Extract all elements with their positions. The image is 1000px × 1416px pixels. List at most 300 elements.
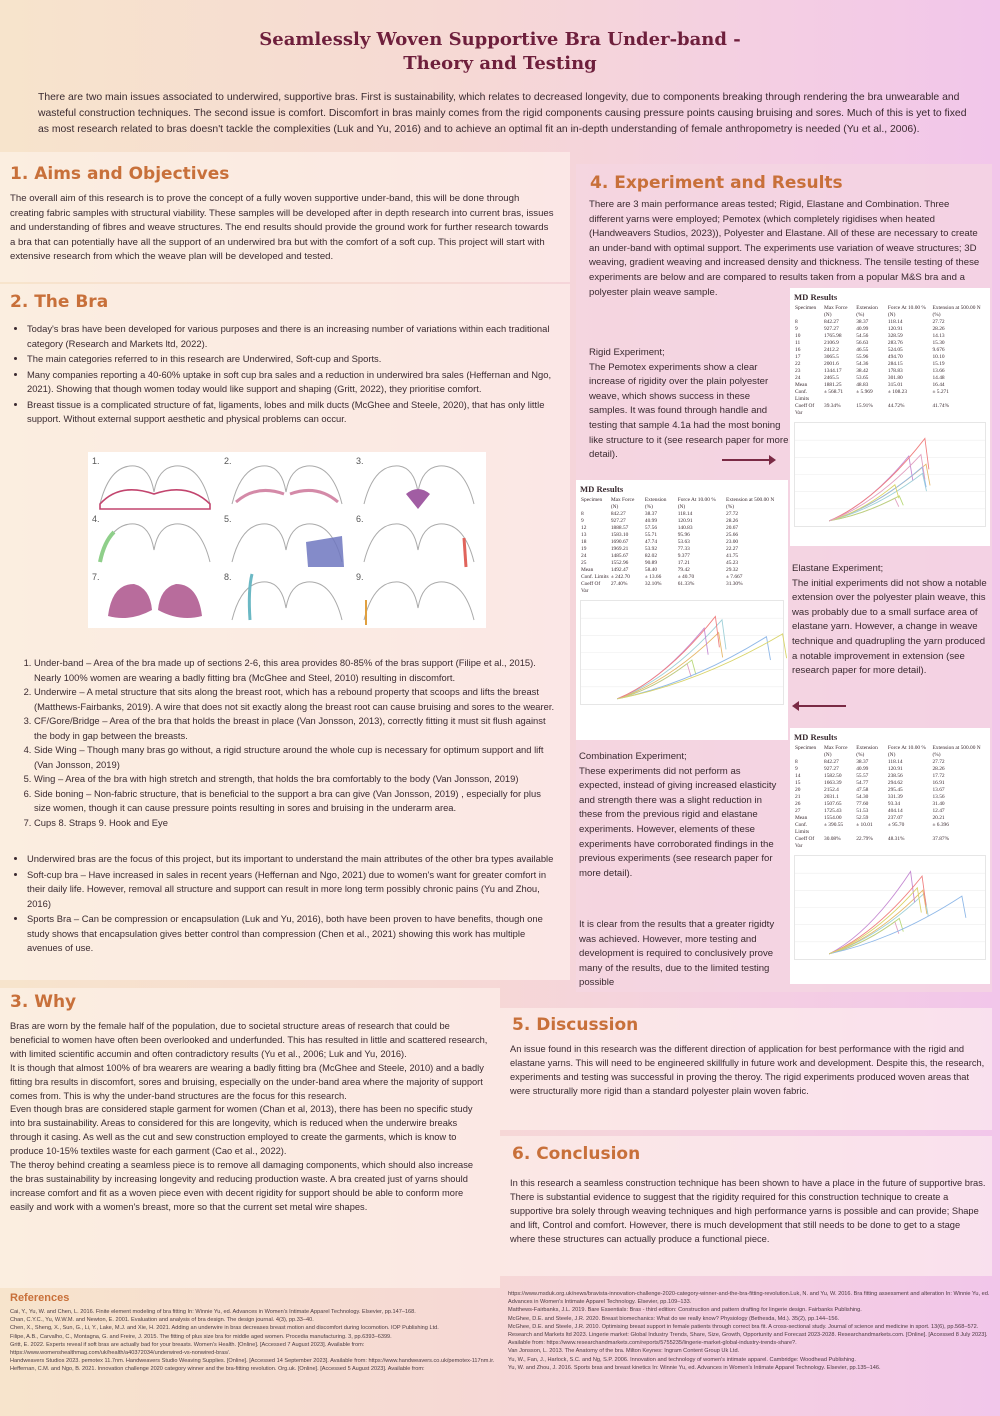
table-header-cell: Force At 10.00 % (N) <box>887 305 926 318</box>
table-cell: Coeff Of Var <box>795 836 815 849</box>
table-cell: 45.23 <box>726 560 739 566</box>
results-panel-elastane <box>576 480 788 740</box>
table-cell: 295.45 <box>887 787 903 793</box>
table-cell: 31.40 <box>932 801 945 807</box>
bra-diagram-underband <box>90 454 220 511</box>
table-header-cell: Max Force (N) <box>610 497 635 510</box>
table-cell: 15 <box>795 780 801 786</box>
diagram-label: 3. <box>356 456 364 466</box>
table-row <box>794 773 986 780</box>
bra-diagram-underwire <box>222 454 352 511</box>
table-row <box>794 822 986 836</box>
table-cell: 40.99 <box>856 326 869 332</box>
title-line-1: Seamlessly Woven Supportive Bra Under-band - <box>259 29 741 50</box>
bra-diagram-gore <box>354 454 484 511</box>
table-cell: 18 <box>581 539 587 545</box>
table-cell: 41.74% <box>932 403 950 409</box>
results-table <box>580 497 784 595</box>
list-item: 1. Under-band – Area of the bra made up of sections 2-6, this area provides 80-85% of the bras support (Filipe et al., 2015). Nearly 100% women are wearing a badly fitting bra (McGhee and Steel, 2010) resulting in discomfort. <box>34 656 560 685</box>
table-cell: 927.27 <box>824 326 839 332</box>
table-cell: 1765.98 <box>824 333 842 339</box>
table-row <box>794 340 986 347</box>
table-cell: 46.55 <box>856 347 869 353</box>
experiment-intro: There are 3 main performance areas tested; Rigid, Elastane and Combination. Three different yarns were employed; Pemotex (which completely rigidises when heated (Handweavers Studios, 2023)), Polyester and Elastane. All of these are necessary to create an under-band with optimal support. The experiments use variation of weave structures; 3D weaving, gradient weaving and increased density and thickness. The tensile testing of these experiments are below and are compared to results taken from a popular M&S bra and a polyester plain weave sample. <box>589 199 980 298</box>
table-cell: 1507.65 <box>824 801 842 807</box>
table-cell: ± 7.667 <box>726 574 743 580</box>
table-cell: 93.34 <box>887 801 901 807</box>
tensile-curve <box>617 628 708 699</box>
table-cell: 14 <box>795 773 801 779</box>
table-cell: 301.80 <box>887 375 903 381</box>
table-cell: 1344.17 <box>824 368 842 374</box>
tensile-curve <box>829 888 921 954</box>
table-cell: 20 <box>795 787 801 793</box>
table-cell: 38.37 <box>856 319 869 325</box>
table-cell: 24 <box>581 553 587 559</box>
list-item: 3. CF/Gore/Bridge – Area of the bra that holds the breast in place (Van Jonsson, 2013), correctly fitting it must sit flush against the body in gap between the breasts. <box>34 714 560 743</box>
table-row <box>580 525 784 532</box>
table-header-cell: Specimen <box>795 745 817 751</box>
tensile-curve <box>829 890 927 954</box>
table-row <box>794 815 986 822</box>
table-cell: 11 <box>795 340 801 346</box>
table-header-cell: Max Force (N) <box>824 745 848 758</box>
table-cell: 39.34% <box>824 403 841 409</box>
tensile-graph <box>794 422 986 527</box>
table-cell: 404.14 <box>887 808 903 814</box>
table-cell: 1554.00 <box>824 815 842 821</box>
table-cell: 2152.4 <box>824 787 839 793</box>
table-header-cell: Extension at 500.00 N (%) <box>932 745 981 758</box>
table-row <box>580 532 784 539</box>
table-cell: 13.56 <box>932 794 945 800</box>
table-cell: 25.66 <box>726 532 739 538</box>
table-cell: 927.27 <box>610 518 626 524</box>
table-row <box>580 574 784 581</box>
table-cell: 140.83 <box>677 525 693 531</box>
references-left: Cai, Y., Yu, W. and Chen, L. 2016. Finite element modeling of bra fitting In: Winnie Yu, ed. Advances in Women's Intimate Apparel Technology. Elsevier, pp.147–168. Chan, C.Y.C., Yu, W.W.M. and Newton, E. 2001. Evaluation and analysis of bra design. The design journal. 4(3), pp.33–40. Chen, X., Sheng, X., Sun, G., Li, Y., Lake, M.J. and Xie, H. 2021. Adding an underwire in bras decreases breast motion and discomfort during locomotion. IOP Publishing Ltd. Filipe, A.B., Carvalho, C., Montagna, G. and Freire, J. 2015. The fitting of plus size bra for middle aged women. Procedia manufacturing. 3, pp.6393–6399. Gritt, E. 2022. Experts reveal if soft bras are actually bad for your breasts. Women's Health. [Online]. [Accessed 7 August 2023]. Available from: https://www.womenshealthmag.com/uk/health/a40372034/underwired-vs-nonwired-bras/. Handweavers Studios 2023. pemotex 11.7nm. Handweavers Studio Weaving Supplies. [Online]. [Accessed 14 September 2023]. Available from: https://www.handweavers.co.uk/pemotex-117nm.ir. Heffernan, C.M. and Ngo, B. 2021. Innovation challenge 2020 category winner and the bra-fitting revolution. Org.uk. [Online]. [Accessed 5 August 2023]. Available from: <box>10 1309 495 1373</box>
table-cell: 16.44 <box>932 382 945 388</box>
table-row <box>580 518 784 525</box>
table-cell: 48.31% <box>887 836 905 842</box>
table-row <box>794 759 986 766</box>
table-cell: 38.37 <box>856 759 869 765</box>
diagram-label: 4. <box>92 514 100 524</box>
table-cell: 37.87% <box>932 836 950 842</box>
bra-parts-list <box>18 656 560 830</box>
table-row <box>794 766 986 773</box>
section-6-heading: 6. Conclusion <box>512 1144 641 1164</box>
table-cell: 17 <box>795 354 801 360</box>
table-cell: 1583.10 <box>610 532 629 538</box>
table-cell: 48.83 <box>856 382 869 388</box>
table-cell: 28.26 <box>932 766 945 772</box>
table-cell: 58.40 <box>644 567 658 573</box>
table-cell: 47.58 <box>856 787 869 793</box>
table-cell: 82.02 <box>644 553 658 559</box>
table-cell: 26 <box>795 801 801 807</box>
table-cell: 1485.67 <box>610 553 629 559</box>
table-cell: 120.91 <box>677 518 693 524</box>
table-row <box>794 836 986 850</box>
list-item: 6. Side boning – Non-fabric structure, that is beneficial to the support a bra can give (Van Jonsson, 2019) , especially for plus size women, though it can cause pressure points resulting in sores and bruising in the underarm area. <box>34 787 560 816</box>
table-cell: 17.72 <box>932 773 945 779</box>
bra-diagram-cups <box>90 570 220 627</box>
table-cell: 28.26 <box>726 518 739 524</box>
table-cell: 21 <box>795 794 801 800</box>
results-title: MD Results <box>794 732 838 742</box>
section-1-body: The overall aim of this research is to prove the concept of a fully woven supportive under-band, this will be done through creating fabric samples with structural viability. These samples will be developed after in depth research into current bras, issues and understanding of fibres and weave structures. The end results should provide the ground work for further research towards a bra that can potentially have all the support of an underwired bra but with the comfort of a soft cup. This project will start with extensive research from which the weave plan will be developed and tested. <box>10 193 554 263</box>
table-cell: 27.40% <box>610 581 628 587</box>
references-heading: References <box>10 1292 70 1304</box>
table-cell: 283.76 <box>887 340 903 346</box>
bra-bullet-list <box>10 322 560 428</box>
table-cell: 10 <box>795 333 801 339</box>
table-cell: 77.60 <box>856 801 869 807</box>
table-header-row <box>794 745 986 759</box>
table-cell: 13.66 <box>932 368 945 374</box>
table-row <box>580 560 784 567</box>
table-row <box>794 333 986 340</box>
table-cell: 2106.9 <box>824 340 839 346</box>
list-item: • Many companies reporting a 40-60% uptake in soft cup bra sales and a reduction in underwired bra sales (Heffernan and Ngo, 2021). Showing that though women today would like support and shaping (Gritt, 2022), they prioritise comfort. <box>27 368 560 397</box>
table-cell: Conf. Limits <box>795 822 810 835</box>
table-cell: 524.05 <box>887 347 903 353</box>
table-header-cell: Extension (%) <box>644 497 667 510</box>
table-header-cell: Specimen <box>795 305 817 311</box>
table-cell: 30.08% <box>824 836 841 842</box>
diagram-label: 2. <box>224 456 232 466</box>
table-header-cell: Extension (%) <box>856 305 878 318</box>
table-cell: 13 <box>581 532 587 538</box>
arrow-right-icon <box>722 459 774 461</box>
table-cell: 118.14 <box>887 319 903 325</box>
table-cell: 54.30 <box>856 794 869 800</box>
table-cell: Mean <box>795 815 808 821</box>
table-cell: 55.57 <box>856 773 869 779</box>
table-cell: 31.30% <box>726 581 743 587</box>
table-cell: 1690.67 <box>610 539 629 545</box>
table-row <box>794 389 986 403</box>
table-cell: 842.27 <box>824 759 839 765</box>
table-cell: 284.15 <box>887 361 903 367</box>
table-cell: 27 <box>795 808 801 814</box>
table-cell: 41.75 <box>726 553 739 559</box>
section-2-heading: 2. The Bra <box>10 292 109 312</box>
table-cell: 1888.57 <box>610 525 629 531</box>
bra-types-list <box>10 852 560 957</box>
diagram-label: 8. <box>224 572 232 582</box>
table-row <box>794 794 986 801</box>
section-6-body: In this research a seamless construction technique has been shown to have a place in the future of supportive bras. There is substantial evidence to suggest that the rigidity required for this construction technique to create a supportive bra solely through weaving techniques and high performance yarns is possible and can provide; Shape and lift, Control and comfort. However, there is much development that still needs to be done to get to a stage where these structures can actually produce a functional piece. <box>510 1178 986 1244</box>
diagram-label: 5. <box>224 514 232 524</box>
table-row <box>794 347 986 354</box>
table-cell: 15.30 <box>932 340 945 346</box>
list-item: • Today's bras have been developed for various purposes and there is an increasing number of variations within each traditional category (Research and Markets ltd, 2022). <box>27 322 560 351</box>
table-cell: 29.32 <box>726 567 739 573</box>
table-row <box>580 581 784 595</box>
bra-diagram-side-wing <box>90 512 220 569</box>
table-cell: 27.72 <box>932 759 945 765</box>
table-header-cell: Specimen <box>581 497 603 503</box>
table-cell: 842.27 <box>610 511 626 517</box>
table-cell: 2001.6 <box>824 361 839 367</box>
table-cell: 90.89 <box>644 560 658 566</box>
section-3-heading: 3. Why <box>10 992 77 1012</box>
table-header-cell: Force At 10.00 % (N) <box>887 745 926 758</box>
table-cell: 12.47 <box>932 808 945 814</box>
table-cell: 38.37 <box>644 511 658 517</box>
table-cell: Conf. Limits <box>795 389 810 402</box>
table-cell: ± 10.01 <box>856 822 873 828</box>
table-cell: Coeff Of Var <box>581 581 601 594</box>
arrow-left-icon <box>794 705 846 707</box>
bra-diagram-side-boning <box>354 512 484 569</box>
experiment-conclusion-text: It is clear from the results that a greater rigidty was achieved. However, more testing and development is required to conclusively prove many of the results, due to the limited testing possible <box>579 919 775 989</box>
section-5-heading: 5. Discussion <box>512 1015 639 1035</box>
table-row <box>794 319 986 326</box>
table-cell: 2465.5 <box>824 375 839 381</box>
table-header-cell: Max Force (N) <box>824 305 848 318</box>
results-table <box>794 745 986 850</box>
table-cell: 47.74 <box>644 539 658 545</box>
table-cell: 16.91 <box>932 780 945 786</box>
table-row <box>794 382 986 389</box>
table-cell: 178.83 <box>887 368 903 374</box>
table-cell: 22.79% <box>856 836 873 842</box>
table-cell: 9 <box>795 326 798 332</box>
table-cell: 32.10% <box>644 581 662 587</box>
table-cell: 53.63 <box>677 539 690 545</box>
table-cell: 1552.96 <box>610 560 629 566</box>
list-item: 4. Side Wing – Though many bras go without, a rigid structure around the whole cup is necessary for optimum support and lift (Van Jonsson, 2019) <box>34 743 560 772</box>
table-cell: ± 6.396 <box>932 822 949 828</box>
table-cell: 19 <box>581 546 587 552</box>
table-cell: ± 40.70 <box>677 574 695 580</box>
table-cell: 927.27 <box>824 766 839 772</box>
table-cell: 10.10 <box>932 354 945 360</box>
table-cell: 9.377 <box>677 553 690 559</box>
table-row <box>794 787 986 794</box>
table-row <box>580 567 784 574</box>
table-cell: 54.77 <box>856 780 869 786</box>
table-cell: 44.72% <box>887 403 905 409</box>
table-cell: 331.39 <box>887 794 903 800</box>
list-item: • Breast tissue is a complicated structure of fat, ligaments, lobes and milk ducts (McGhee and Steele, 2020), that has only little support. Without external support aesthetic and physical problems can occur. <box>27 398 560 427</box>
table-row <box>580 511 784 518</box>
tensile-curve <box>617 633 722 699</box>
table-cell: 118.14 <box>887 759 903 765</box>
list-item: 2. Underwire – A metal structure that sits along the breast root, which has a rebound property that scoops and lifts the breast (Matthews-Fairbanks, 2019). A wire that does not sit exactly along the breast root can cause bruising and sores to the wearer. <box>34 685 560 714</box>
table-cell: 28.26 <box>932 326 945 332</box>
table-cell: 61.33% <box>677 581 695 587</box>
table-cell: Mean <box>581 567 594 573</box>
table-cell: 2412.2 <box>824 347 839 353</box>
table-header-cell: Extension at 500.00 N (%) <box>932 305 981 318</box>
table-cell: ± 5.969 <box>856 389 873 395</box>
tensile-curve <box>829 456 913 521</box>
tensile-graph <box>580 600 784 705</box>
section-1-heading: 1. Aims and Objectives <box>10 164 230 184</box>
table-cell: 55.71 <box>644 532 658 538</box>
table-cell: 40.99 <box>644 518 658 524</box>
table-cell: ± 95.70 <box>887 822 905 828</box>
table-row <box>794 801 986 808</box>
table-header-cell: Extension (%) <box>856 745 878 758</box>
section-4-heading: 4. Experiment and Results <box>590 173 843 193</box>
table-cell: 14.48 <box>932 375 945 381</box>
table-cell: 22 <box>795 361 801 367</box>
table-cell: 20.67 <box>726 525 739 531</box>
table-row <box>794 361 986 368</box>
table-row <box>794 326 986 333</box>
table-header-cell: Force At 10.00 % (N) <box>677 497 716 510</box>
title-line-2: Theory and Testing <box>403 53 597 74</box>
combination-experiment-text: Combination Experiment; These experiments did not perform as expected, instead of giving increased elasticity and strength there was a slight reduction in these from the previous rigid and elastane experiments. However, elements of these experiments have corroborated findings in the previous experiments (see research paper for more detail). <box>579 751 777 879</box>
table-cell: 2031.1 <box>824 794 839 800</box>
table-cell: 1492.47 <box>610 567 629 573</box>
table-cell: 79.42 <box>677 567 690 573</box>
rigid-experiment-text: Rigid Experiment; The Pemotex experiments show a clear increase of rigidity over the plain polyester weave, which shows success in these samples. It was found through handle and testing that sample 4.1a had the most boning like structure to it (see research paper for more detail). <box>589 347 789 461</box>
table-cell: 1881.25 <box>824 382 842 388</box>
table-cell: 842.27 <box>824 319 839 325</box>
table-cell: 54.36 <box>856 361 869 367</box>
results-panel-combination <box>790 728 990 984</box>
table-cell: 17.21 <box>677 560 690 566</box>
table-cell: 1725.43 <box>824 808 842 814</box>
intro-text: There are two main issues associated to underwired, supportive bras. First is sustainability, which relates to decreased longevity, due to components breaking through rendering the bra unwearable and wasteful construction techniques. The second issue is comfort. Discomfort in bras mainly comes from the rigid components causing pressure points causing bruising and sores. Much of this is yet to fixed as most research related to bras doesn't tackle the complexities (Luk and Yu, 2016) and to achieve an optimal fit an in-depth understanding of female anthropometry is needed (Yu et al., 2006). <box>38 92 967 135</box>
table-cell: Coeff Of Var <box>795 403 815 416</box>
table-cell: 9 <box>581 518 584 524</box>
tensile-graph <box>794 855 986 960</box>
table-cell: 120.91 <box>887 326 903 332</box>
table-cell: 118.14 <box>677 511 693 517</box>
diagram-label: 1. <box>92 456 100 466</box>
table-cell: 27.72 <box>932 319 945 325</box>
table-cell: 77.33 <box>677 546 690 552</box>
table-header-cell: Extension at 500.00 N (%) <box>726 497 775 510</box>
tensile-curve <box>617 634 786 699</box>
table-cell: 12 <box>581 525 587 531</box>
section-5-body: An issue found in this research was the different direction of application for best performance with the rigid and elastane yarns. This will need to be engineered skillfully in future work and development. Despite this, the research, experiments and testing was successful in proving the theroy. The rigid experiments produced woven areas that were structurally more rigid than a standard polyester plain woven fabric. <box>510 1044 985 1096</box>
table-header-row <box>580 497 784 511</box>
table-header-row <box>794 305 986 319</box>
table-cell: 294.62 <box>887 780 903 786</box>
diagram-label: 7. <box>92 572 100 582</box>
table-cell: Mean <box>795 382 808 388</box>
list-item: • Underwired bras are the focus of this project, but its important to understand the main attributes of the other bra types available <box>27 852 560 867</box>
bra-diagram-hook-eye <box>354 570 484 627</box>
table-cell: 237.07 <box>887 815 903 821</box>
table-cell: 9.676 <box>932 347 945 353</box>
table-cell: 22.27 <box>726 546 739 552</box>
table-cell: ± 242.70 <box>610 574 630 580</box>
table-row <box>794 354 986 361</box>
list-item: 7. Cups 8. Straps 9. Hook and Eye <box>34 816 560 831</box>
table-cell: 8 <box>795 319 798 325</box>
list-item: • Soft-cup bra – Have increased in sales in recent years (Heffernan and Ngo, 2021) due to women's want for greater comfort in their daily life. However, removal all structure and support can result in more long term possibly chronic pains (Yu and Zhou, 2016) <box>27 868 560 912</box>
poster-title <box>0 28 1000 76</box>
table-cell: 120.91 <box>887 766 903 772</box>
table-cell: 27.72 <box>726 511 739 517</box>
table-row <box>794 403 986 417</box>
list-item: 5. Wing – Area of the bra with high stretch and strength, that holds the bra comfortably to the body (Van Jonsson, 2019) <box>34 772 560 787</box>
table-cell: 1663.39 <box>824 780 842 786</box>
table-cell: 52.59 <box>856 815 869 821</box>
results-title: MD Results <box>580 484 624 494</box>
table-cell: 40.99 <box>856 766 869 772</box>
table-cell: ± 390.55 <box>824 822 844 828</box>
table-cell: Conf. Limits <box>581 574 609 580</box>
table-cell: 8 <box>581 511 584 517</box>
table-row <box>794 375 986 382</box>
table-cell: 20.21 <box>932 815 945 821</box>
table-row <box>580 546 784 553</box>
table-cell: 15.91% <box>856 403 873 409</box>
diagram-label: 9. <box>356 572 364 582</box>
table-cell: 53.92 <box>644 546 658 552</box>
table-cell: 54.56 <box>856 333 869 339</box>
table-cell: 1969.21 <box>610 546 629 552</box>
list-item: • The main categories referred to in this research are Underwired, Soft-cup and Sports. <box>27 352 560 367</box>
table-cell: 55.96 <box>856 354 869 360</box>
table-cell: 494.70 <box>887 354 903 360</box>
table-cell: 328.59 <box>887 333 903 339</box>
bra-diagram-wing <box>222 512 352 569</box>
table-cell: 38.42 <box>856 368 869 374</box>
table-cell: 8 <box>795 759 798 765</box>
results-title: MD Results <box>794 292 838 302</box>
table-cell: 51.53 <box>856 808 869 814</box>
table-cell: 3065.5 <box>824 354 839 360</box>
bra-anatomy-diagram <box>88 452 486 628</box>
table-cell: ± 568.71 <box>824 389 844 395</box>
elastane-experiment-text: Elastane Experiment; The initial experiments did not show a notable extension over the polyester plain weave, this was probably due to a small surface area of elastane yarn. However, a change in weave technique and quadrupling the yarn produced a notable improvement in extension (see research paper for more detail). <box>792 563 987 677</box>
table-cell: 24 <box>795 375 801 381</box>
results-panel-rigid <box>790 288 990 546</box>
table-cell: 57.56 <box>644 525 658 531</box>
table-cell: 23.00 <box>726 539 739 545</box>
bra-diagram-straps <box>222 570 352 627</box>
table-cell: 23 <box>795 368 801 374</box>
table-row <box>580 553 784 560</box>
table-cell: 25 <box>581 560 587 566</box>
table-cell: 95.96 <box>677 532 690 538</box>
table-row <box>794 780 986 787</box>
table-cell: 9 <box>795 766 798 772</box>
section-3-body: Bras are worn by the female half of the population, due to societal structure areas of research that could be beneficial to women have often been overlooked and underfunded. This has resulted in little and scattered research, with limited scientific accumin and often contradictory results (Yu et al., 2006; Luk and Yu, 2016). It is though that almost 100% of bra wearers are wearing a badly fitting bra (McGhee and Steele, 2010) and a badly fitting bra results in discomfort, sores and bruising, especially on the under-band area where the majority of support comes from. This is why the under-band structures are the focus for this research. Even though bras are considered staple garment for women (Chan et al, 2013), there has been no specific study into bra sustainability. Areas to considered for this are longevity, which is reduced when the underwire breaks through it casing. As well as the cut and sew construction employed to create the garments, which is know to produce 10-15% textiles waste for each garment (Cao et al., 2022). The theroy behind creating a seamless piece is to remove all damaging components, which should also increase the bras sustainability by increasing longevity and reducing production waste. A bra created just of yarns should increase comfort and fit as a woven piece even with decent rigidity for support should be able to conform more easily and work with a women's breast, more so that the current set metal wire shapes. <box>10 1021 488 1212</box>
table-cell: 14.13 <box>932 333 945 339</box>
table-cell: 53.65 <box>856 375 869 381</box>
table-cell: ± 5.271 <box>932 389 949 395</box>
table-cell: ± 108.23 <box>887 389 908 395</box>
table-row <box>580 539 784 546</box>
table-cell: 56.63 <box>856 340 869 346</box>
results-table <box>794 305 986 417</box>
references-right: https://www.msduk.org.uk/news/bravista-innovation-challenge-2020-category-winner-and-the-bra-fitting-revolution.Luk, N. and Yu, W. 2016. Bra fitting assessment and alteration In: Winnie Yu, ed. Advances in Women's Intimate Apparel Technology. Elsevier, pp.109–133. Matthews-Fairbanks, J.L. 2019. Bare Essentials: Bras - third edition: Construction and pattern drafting for lingerie design. Fairbanks Publishing. McGhee, D.E. and Steele, J.R. 2020. Breast biomechanics: What do we really know? Physiology (Bethesda, Md.). 35(2), pp.144–156. McGhee, D.E. and Steele, J.R. 2010. Optimising breast support in female patients through correct bra fit. A cross-sectional study. Journal of science and medicine in sport. 13(6), pp.568–572. Research and Markets ltd 2023. Lingerie market: Global Industry Trends, Share, Size, Growth, Opportunity and Forecast 2023-2028. Researchandmarkets.com. [Online]. [Accessed 8 July 2023]. Available from: https://www.researchandmarkets.com/reports/5755235/lingerie-market-global-industry-trends-share?. Van Jonsson, L. 2013. The Anatomy of the bra. Milton Keynes: Ingram Content Group Uk Ltd. Yu, W., Fan, J., Harlock, S.C. and Ng, S.P. 2006. Innovation and technology of women's intimate apparel. Cambridge: Woodhead Publishing. Yu, W. and Zhou, J. 2016. Sports bras and breast kinetics In: Winnie Yu, ed. Advances in Women's Intimate Apparel Technology. Elsevier, pp.135–146. <box>508 1291 990 1371</box>
table-row <box>794 808 986 815</box>
table-cell: 16 <box>795 347 801 353</box>
diagram-label: 6. <box>356 514 364 524</box>
table-cell: 13.67 <box>932 787 945 793</box>
table-cell: 1582.50 <box>824 773 842 779</box>
list-item: • Sports Bra – Can be compression or encapsulation (Luk and Yu, 2016), both have been proven to have benefits, though one study shows that encapsulation gives better control than compression (Chen et al., 2021) showing this work has multiple avenues of use. <box>27 912 560 956</box>
table-cell: ± 13.66 <box>644 574 662 580</box>
table-cell: 315.01 <box>887 382 903 388</box>
table-cell: 15.19 <box>932 361 945 367</box>
table-cell: 238.56 <box>887 773 903 779</box>
table-row <box>794 368 986 375</box>
